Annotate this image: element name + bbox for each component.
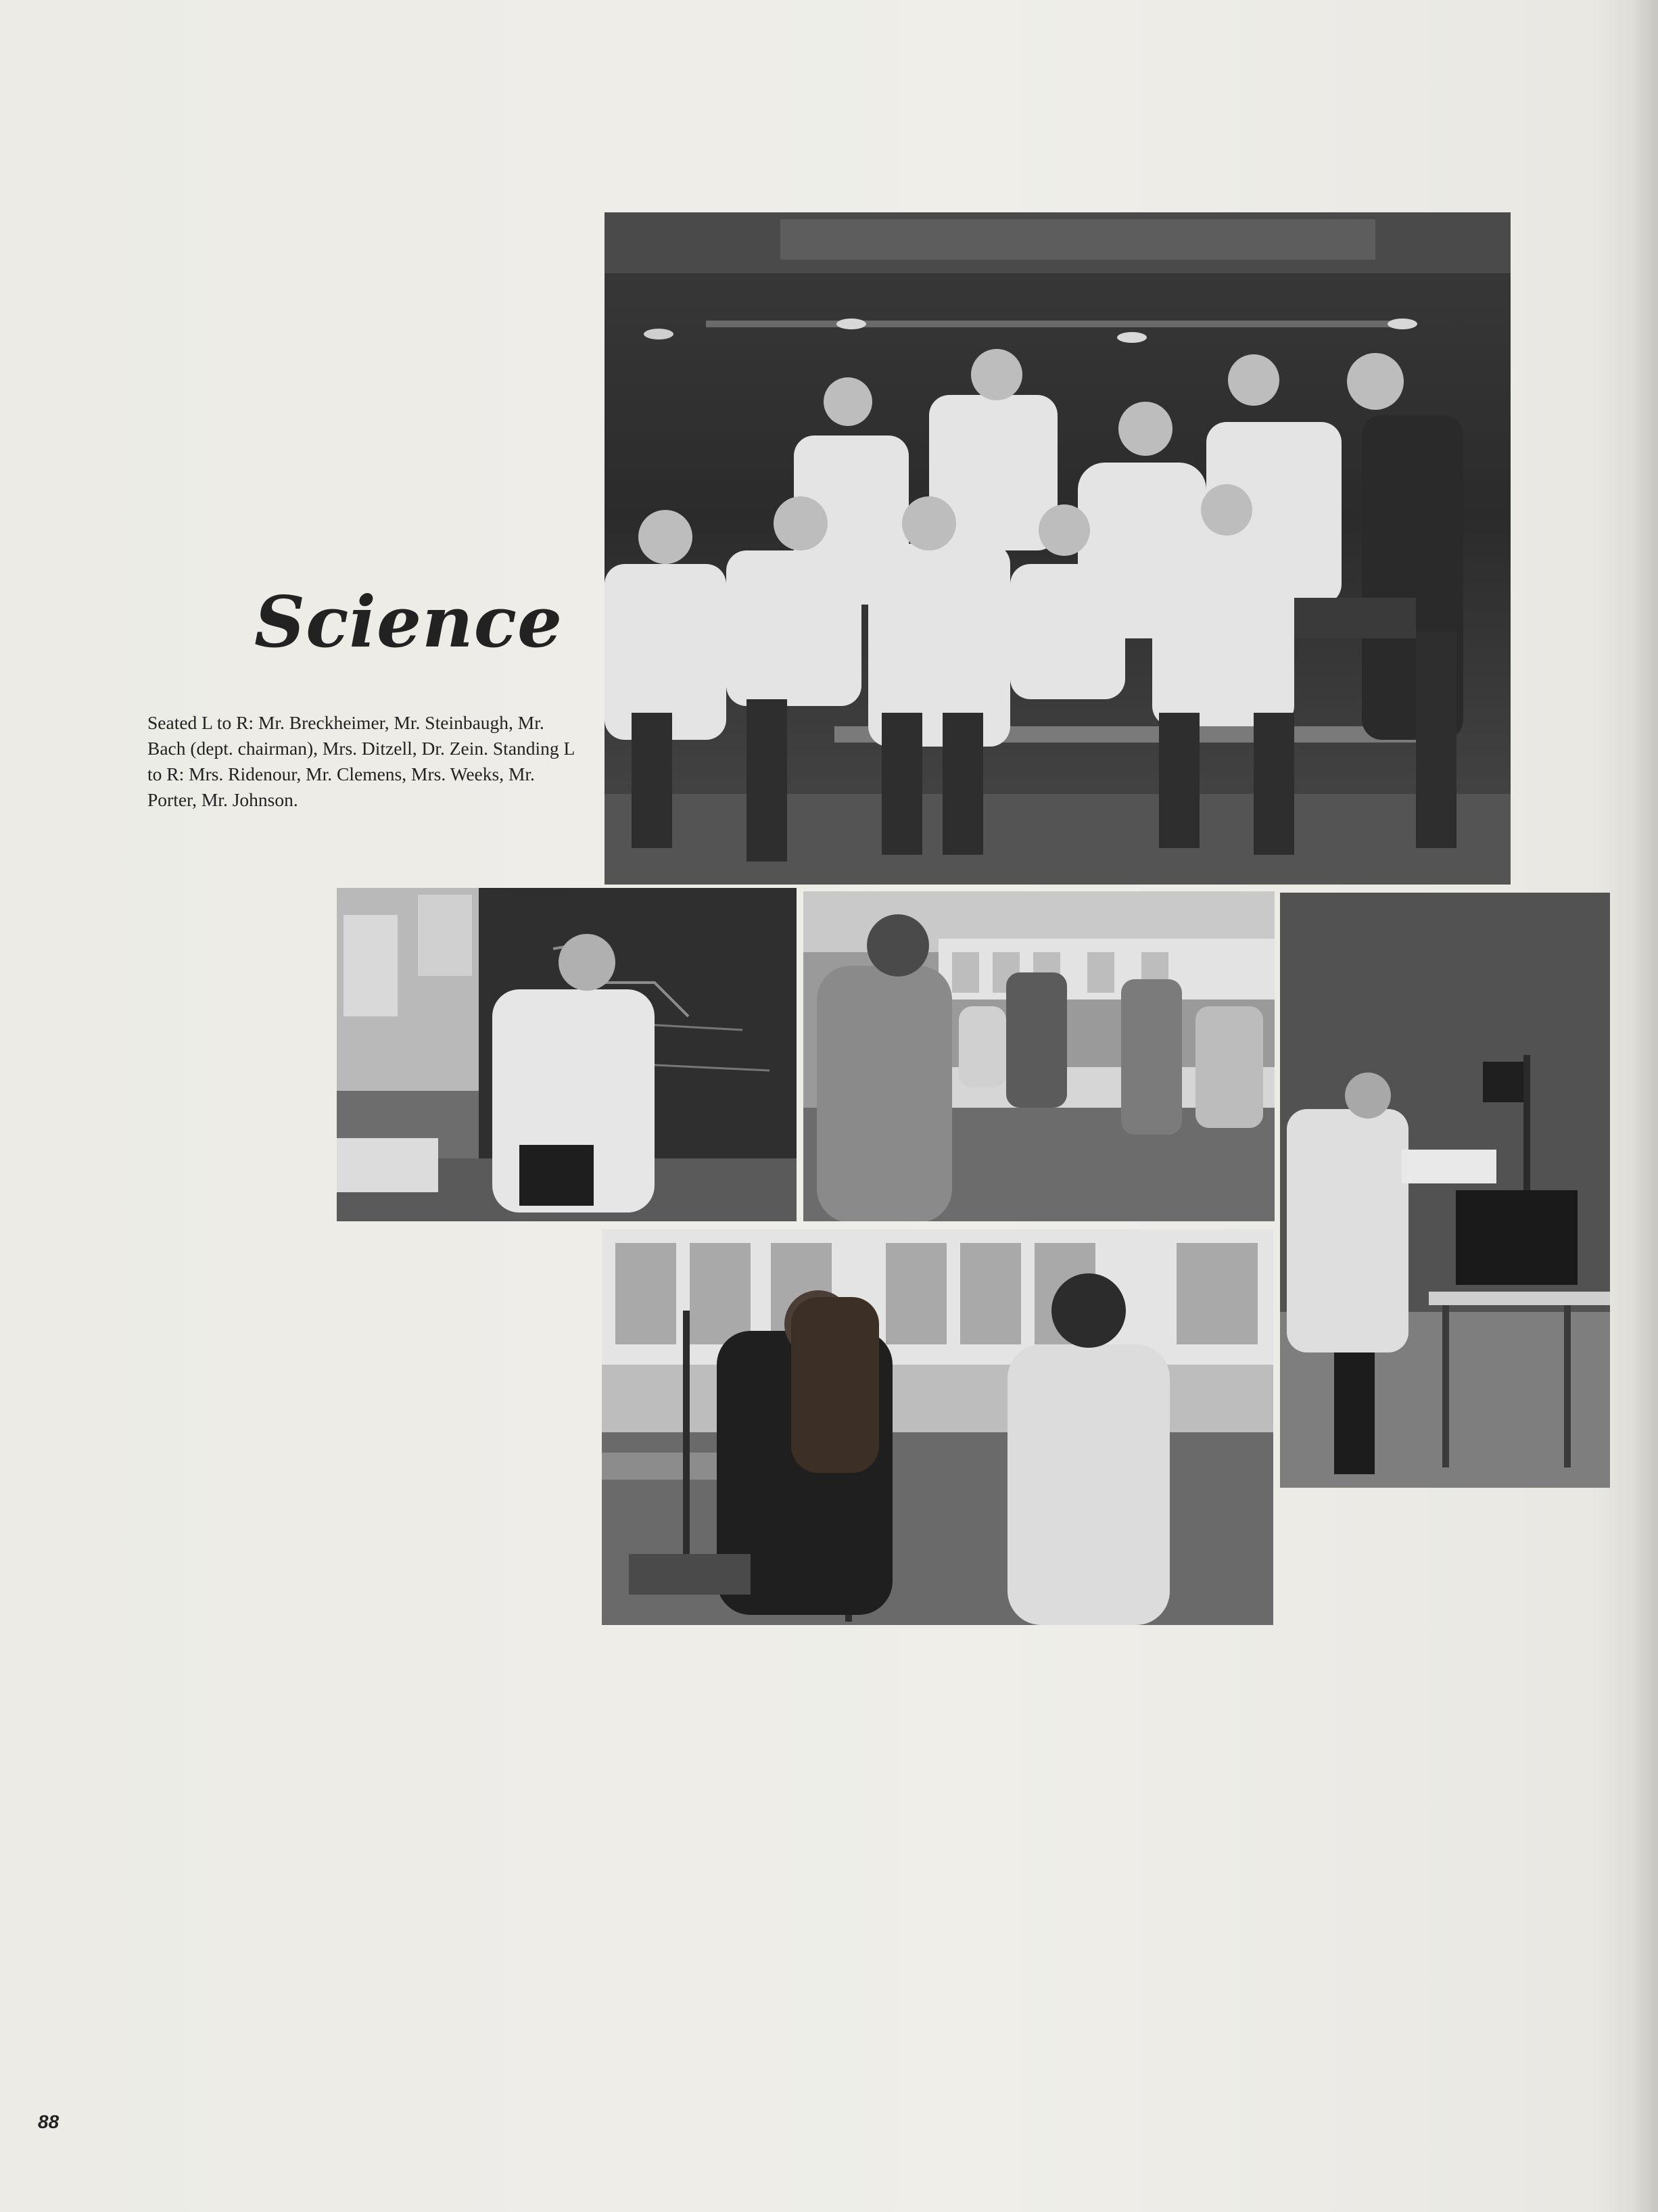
faculty-group-photo xyxy=(605,212,1511,885)
lab-experiment-photo xyxy=(602,1229,1273,1625)
teacher-blackboard-photo xyxy=(337,888,797,1221)
page-edge-shadow xyxy=(1631,0,1658,2212)
students-lab-photo xyxy=(803,891,1275,1221)
teacher-projector-photo xyxy=(1280,893,1610,1488)
page-number: 88 xyxy=(38,2111,60,2132)
photo-caption: Seated L to R: Mr. Breckheimer, Mr. Steinbaugh, Mr. Bach (dept. chairman), Mrs. Ditzell, Dr. Zein. Standing L to R: Mrs. Ridenour, Mr. Clemens, Mrs. Weeks, Mr. Porter, Mr. Johnson. xyxy=(147,712,575,810)
section-title: Science xyxy=(254,580,563,663)
